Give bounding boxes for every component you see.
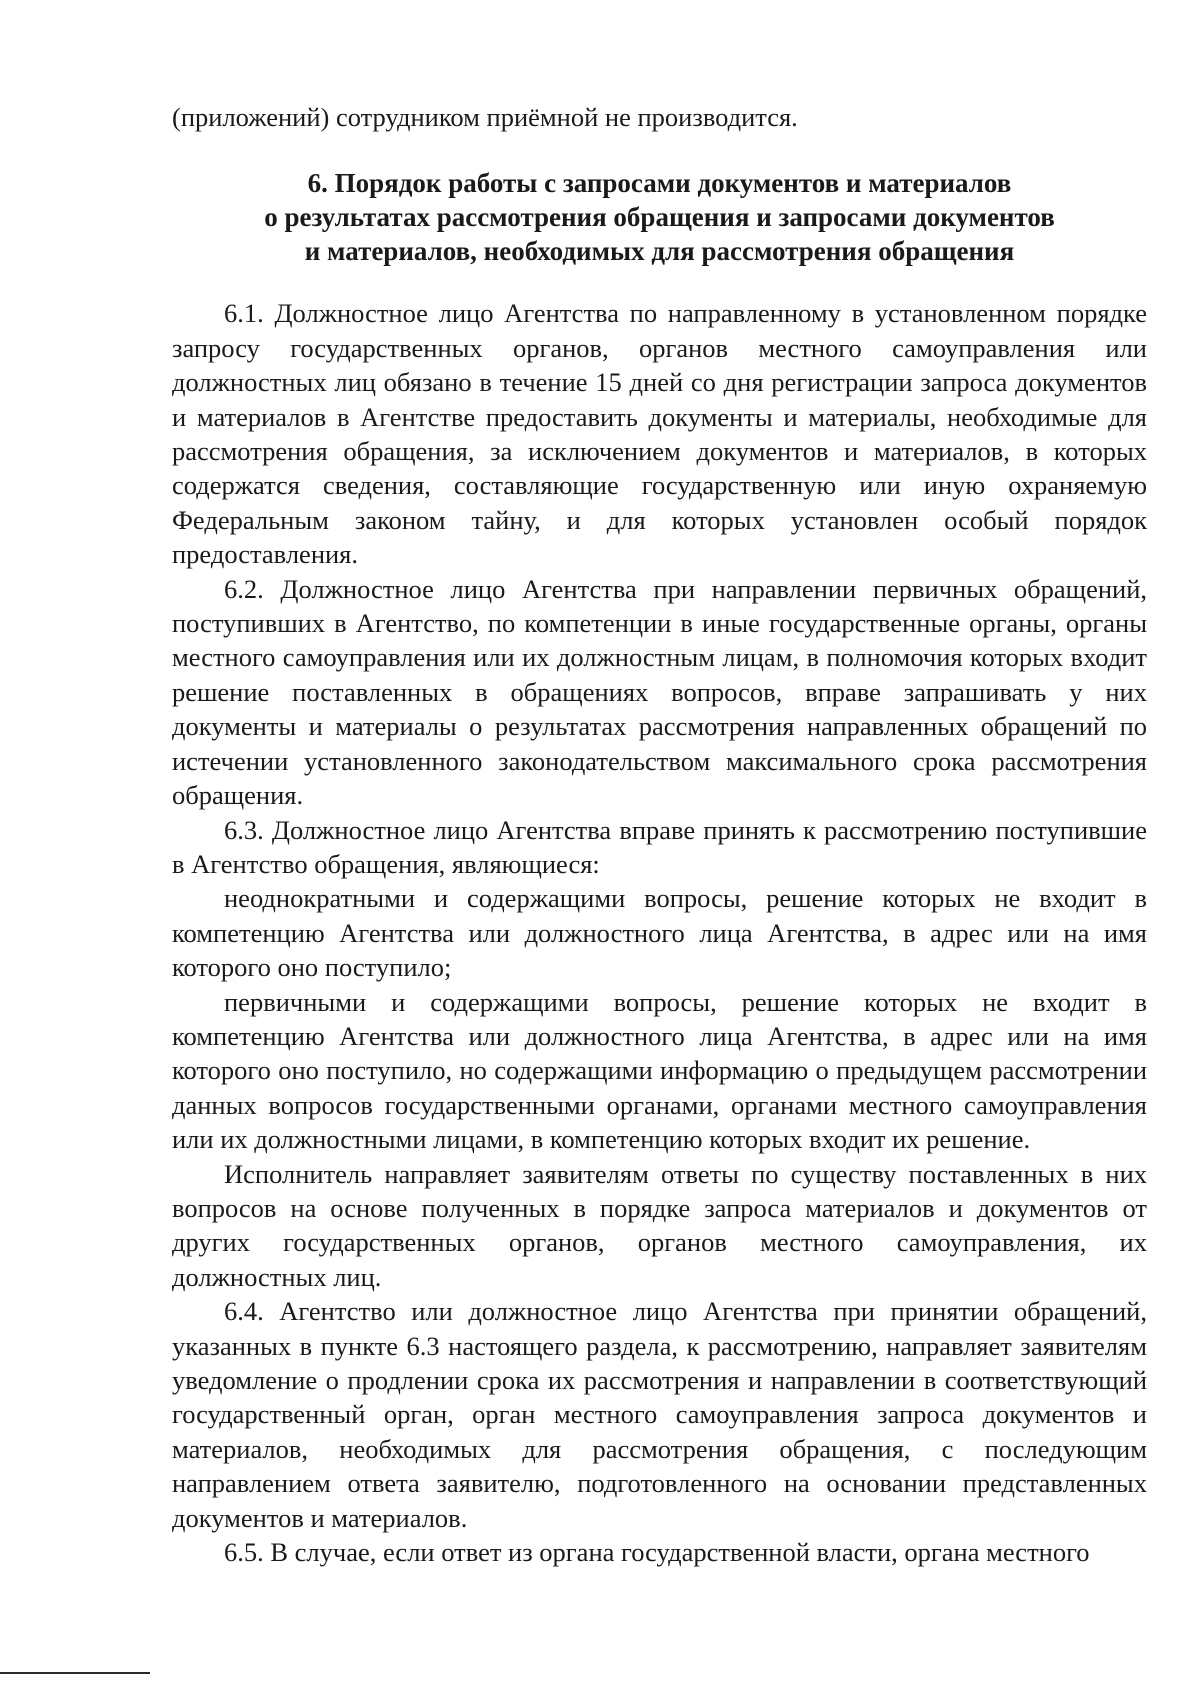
paragraph-6-5: 6.5. В случае, если ответ из органа государственной власти, органа местного (224, 1537, 1090, 1568)
paragraph-executor: Исполнитель направляет заявителям ответы по существу поставленных в них вопросов на основе полученных в порядке запроса материалов и документов от других государственных органов, органов местного самоуправления, их должностных лиц. (172, 1158, 1147, 1292)
section-heading-line-2: о результатах рассмотрения обращения и запросами документов (264, 202, 1055, 233)
paragraph-6-2: 6.2. Должностное лицо Агентства при направлении первичных обращений, поступивших в Агентство, по компетенции в иные государственные органы, органы местного самоуправления или их должностным лицам, в полномочия которых входит решение поставленных в обращениях вопросов, вправе запрашивать у них документы и материалы о результатах рассмотрения направленных обращений по истечении установленного законодательством максимального срока рассмотрения обращения. (172, 573, 1147, 811)
lead-line: (приложений) сотрудником приёмной не производится. (172, 102, 798, 132)
paragraph-6-4: 6.4. Агентство или должностное лицо Агентства при принятии обращений, указанных в пункте 6.3 настоящего раздела, к рассмотрению, направляет заявителям уведомление о продлении срока их рассмотрения и направлении в соответствующий государственный орган, орган местного самоуправления запроса документов и материалов, необходимых для рассмотрения обращения, с последующим направлением ответа заявителю, подготовленного на основании представленных документов и материалов. (172, 1296, 1147, 1533)
paragraph-6-3: 6.3. Должностное лицо Агентства вправе принять к рассмотрению поступившие в Агентство обращения, являющиеся: (172, 814, 1147, 879)
paragraph-6-3-item-2: первичными и содержащими вопросы, решение которых не входит в компетенцию Агентства или должностного лица Агентства, в адрес или на имя которого оно поступило, но содержащими информацию о предыдущем рассмотрении данных вопросов государственными органами, органами местного самоуправления или их должностными лицами, в компетенцию которых входит их решение. (172, 986, 1147, 1155)
section-heading (172, 166, 1147, 268)
paragraph-6-3-item-1: неоднократными и содержащими вопросы, решение которых не входит в компетенцию Агентства или должностного лица Агентства, в адрес или на имя которого оно поступило; (172, 883, 1147, 983)
document-body (172, 100, 1147, 1569)
section-heading-line-3: и материалов, необходимых для рассмотрения обращения (304, 236, 1015, 267)
paragraph-6-1: 6.1. Должностное лицо Агентства по направленному в установленном порядке запросу государственных органов, органов местного самоуправления или должностных лиц обязано в течение 15 дней со дня регистрации запроса документов и материалов в Агентстве предоставить документы и материалы, необходимые для рассмотрения обращения, за исключением документов и материалов, в которых содержатся сведения, составляющие государственную или иную охраняемую Федеральным законом тайну, и для которых установлен особый порядок предоставления. (172, 298, 1147, 570)
section-heading-line-1: 6. Порядок работы с запросами документов и материалов (307, 168, 1012, 199)
footnote-divider (0, 1672, 150, 1674)
